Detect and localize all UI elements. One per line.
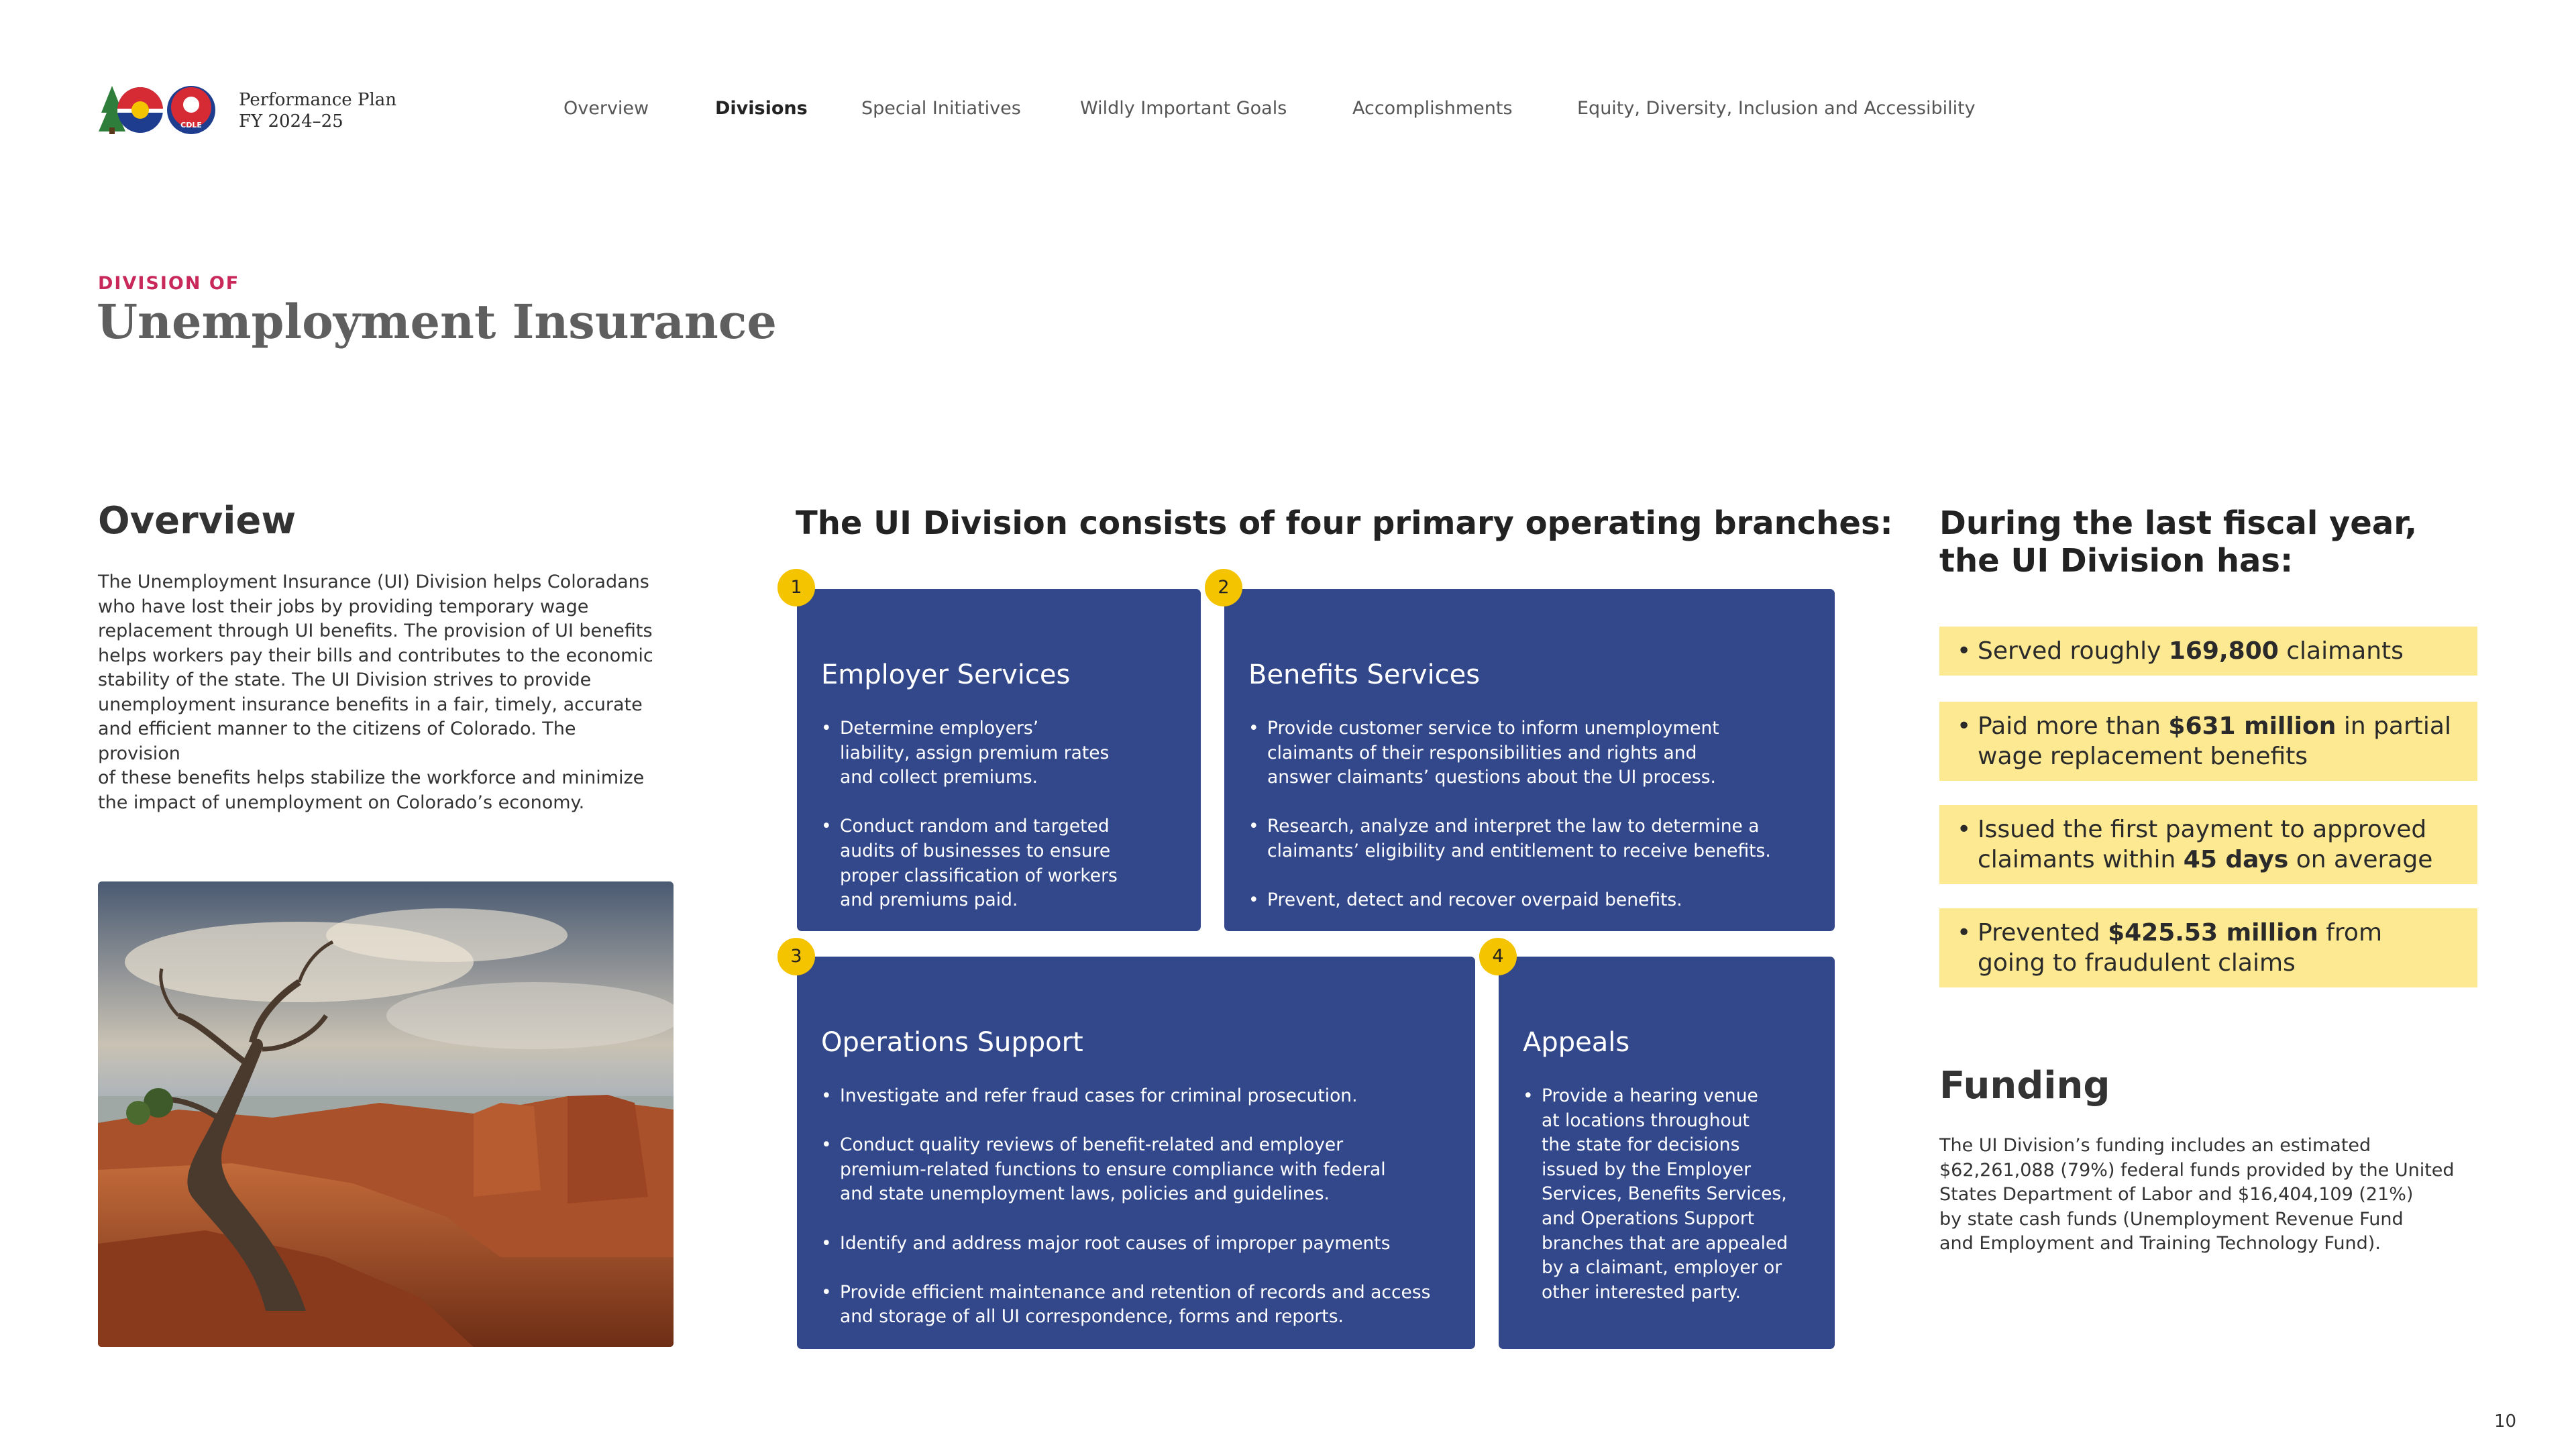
- funding-line: $62,261,088 (79%) federal funds provided by the United: [1939, 1159, 2455, 1181]
- branch-card-appeals: [1499, 957, 1835, 1349]
- funding-line: by state cash funds (Unemployment Revenue Fund: [1939, 1208, 2404, 1230]
- overview-text: [98, 570, 655, 815]
- overview-line: the impact of unemployment on Colorado’s economy.: [98, 792, 585, 813]
- page-number: 10: [2494, 1411, 2517, 1432]
- branch-number-badge: 1: [777, 569, 815, 606]
- branch-card-operations-support: [797, 957, 1475, 1349]
- funding-text: [1939, 1134, 2476, 1256]
- plan-year: FY 2024–25: [239, 111, 343, 131]
- branch-number-badge: 2: [1205, 569, 1242, 606]
- stats-title: During the last fiscal year, the UI Division has:: [1939, 504, 2418, 580]
- overview-line: The Unemployment Insurance (UI) Division helps Coloradans: [98, 572, 649, 592]
- branch-title: Appeals: [1523, 1027, 1630, 1058]
- overview-line: helps workers pay their bills and contributes to the economic: [98, 645, 653, 666]
- branch-card-employer-services: [797, 589, 1201, 931]
- top-nav: [0, 98, 2576, 125]
- branches-title: The UI Division consists of four primary operating branches:: [796, 504, 1893, 542]
- list-item: • Prevent, detect and recover overpaid benefits.: [1248, 888, 1771, 913]
- branch-card-benefits-services: [1224, 589, 1835, 931]
- overview-line: who have lost their jobs by providing temporary wage: [98, 596, 589, 617]
- nav-overview[interactable]: Overview: [564, 98, 649, 119]
- list-item: • Investigate and refer fraud cases for criminal prosecution.: [821, 1084, 1430, 1109]
- list-item: • Provide customer service to inform unemployment claimants of their responsibilities and rights and answer claimants’ questions about the UI process.: [1248, 716, 1771, 790]
- list-item: • Provide a hearing venue at locations throughout the state for decisions issued by the Employer Services, Benefits Services, and Operations Support branches that are appealed by a claimant, employer or other interested party.: [1523, 1084, 1788, 1305]
- stat-benefits-paid: • Paid more than $631 million in partial wage replacement benefits: [1939, 702, 2477, 781]
- landscape-photo: [98, 881, 674, 1347]
- branch-list: [1523, 1084, 1788, 1305]
- overview-line: stability of the state. The UI Division strives to provide: [98, 669, 592, 690]
- overview-line: replacement through UI benefits. The provision of UI benefits: [98, 621, 653, 641]
- list-item: • Provide efficient maintenance and retention of records and access and storage of all UI correspondence, forms and reports.: [821, 1281, 1430, 1330]
- svg-text:CDLE: CDLE: [180, 121, 202, 129]
- nav-special-initiatives[interactable]: Special Initiatives: [861, 98, 1021, 119]
- branch-title: Operations Support: [821, 1027, 1083, 1058]
- stat-fraud-prevented: • Prevented $425.53 million from going to fraudulent claims: [1939, 908, 2477, 987]
- funding-line: The UI Division’s funding includes an estimated: [1939, 1135, 2371, 1156]
- list-item: • Research, analyze and interpret the law to determine a claimants’ eligibility and entitlement to receive benefits.: [1248, 814, 1771, 863]
- branch-number-badge: 3: [777, 938, 815, 975]
- nav-accomplishments[interactable]: Accomplishments: [1352, 98, 1513, 119]
- nav-divisions[interactable]: Divisions: [715, 98, 808, 119]
- overview-line: and efficient manner to the citizens of Colorado. The provision: [98, 718, 576, 764]
- branch-list: [1248, 716, 1771, 913]
- funding-title: Funding: [1939, 1064, 2110, 1108]
- overview-title: Overview: [98, 499, 297, 543]
- list-item: • Determine employers’ liability, assign premium rates and collect premiums.: [821, 716, 1118, 790]
- branch-list: [821, 1084, 1430, 1330]
- nav-wildly-important-goals[interactable]: Wildly Important Goals: [1080, 98, 1287, 119]
- stat-first-payment: • Issued the first payment to approved claimants within 45 days on average: [1939, 805, 2477, 884]
- funding-line: States Department of Labor and $16,404,109 (21%): [1939, 1184, 2414, 1205]
- division-label: DIVISION OF: [98, 273, 240, 294]
- overview-line: unemployment insurance benefits in a fair, timely, accurate: [98, 694, 643, 715]
- branch-list: [821, 716, 1118, 913]
- division-title: Unemployment Insurance: [97, 294, 777, 350]
- branch-number-badge: 4: [1479, 938, 1517, 975]
- plan-title-label: Performance Plan: [239, 90, 397, 110]
- overview-line: of these benefits helps stabilize the workforce and minimize: [98, 767, 645, 788]
- nav-edia[interactable]: Equity, Diversity, Inclusion and Accessibility: [1577, 98, 1976, 119]
- branch-title: Benefits Services: [1248, 659, 1481, 690]
- funding-line: and Employment and Training Technology Fund).: [1939, 1233, 2381, 1254]
- list-item: • Identify and address major root causes of improper payments: [821, 1232, 1430, 1256]
- list-item: • Conduct random and targeted audits of businesses to ensure proper classification of workers and premiums paid.: [821, 814, 1118, 912]
- branch-title: Employer Services: [821, 659, 1071, 690]
- list-item: • Conduct quality reviews of benefit-related and employer premium-related functions to ensure compliance with federal and state unemployment laws, policies and guidelines.: [821, 1133, 1430, 1207]
- stat-claimants-served: • Served roughly 169,800 claimants: [1939, 627, 2477, 676]
